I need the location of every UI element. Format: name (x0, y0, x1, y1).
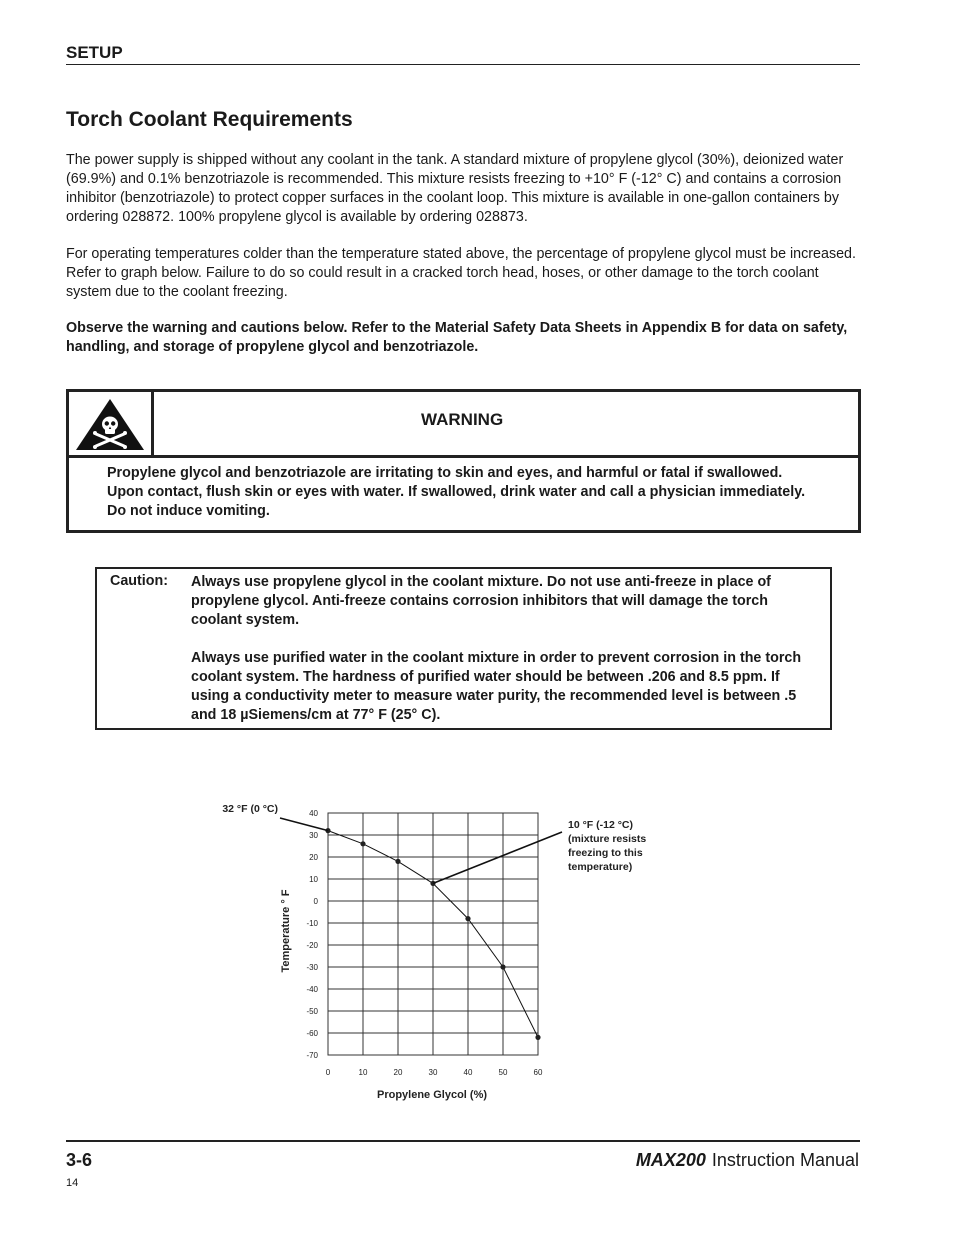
annotation-32f-leader (280, 818, 328, 831)
x-tick-label: 30 (428, 1068, 438, 1077)
x-axis-label: Propylene Glycol (%) (376, 1089, 488, 1101)
x-tick-label: 60 (533, 1068, 543, 1077)
x-tick-label: 40 (463, 1068, 473, 1077)
page-title: Torch Coolant Requirements (66, 108, 353, 131)
y-tick-label: 10 (309, 875, 318, 884)
sheet-number: 14 (66, 1177, 79, 1189)
caution-label: Caution: (110, 573, 168, 589)
footer-rule (66, 1140, 860, 1142)
data-point (465, 916, 470, 921)
intro-paragraph: The power supply is shipped without any coolant in the tank. A standard mixture of propylene glycol (30%), deionized water (69.9%) and 0.1% benzotriazole is recommended. This mixture resists freezing to +10° F (-12° C) and contains a corrosion inhibitor (benzotriazole) to protect copper surfaces in the coolant loop. This mixture is available in one-gallon containers by ordering 028872. 100% propylene glycol is available by ordering 028873. (66, 152, 844, 225)
annotation-32f: 32 °F (0 °C) (222, 803, 278, 815)
x-tick-label: 20 (393, 1068, 403, 1077)
temperature-paragraph: For operating temperatures colder than the temperature stated above, the percentage of propylene glycol must be increased. Refer to graph below. Failure to do so could result in a cracked torch head, hoses, or other damage to the torch coolant system due to the coolant freezing. (66, 246, 856, 300)
manual-title (636, 1150, 859, 1171)
y-tick-label: 30 (309, 831, 318, 840)
y-tick-label: -70 (306, 1051, 318, 1060)
x-tick-label: 10 (358, 1068, 368, 1077)
y-tick-label: -60 (306, 1029, 318, 1038)
data-point (535, 1035, 540, 1040)
y-tick-label: 0 (313, 897, 318, 906)
y-tick-label: -30 (306, 963, 318, 972)
data-point (500, 964, 505, 969)
warning-title: WARNING (421, 410, 504, 429)
y-tick-label: -10 (306, 919, 318, 928)
product-brand: MAX200 (635, 1150, 706, 1170)
caution-text-1: Always use propylene glycol in the coolant mixture. Do not use anti-freeze in place of propylene glycol. Anti-freeze contains corrosion inhibitors that will damage the torch coolant system. (191, 574, 771, 628)
section-label: SETUP (66, 43, 123, 62)
y-tick-label: -50 (306, 1007, 318, 1016)
caution-text-2: Always use purified water in the coolant mixture in order to prevent corrosion in the torch coolant system. The hardness of purified water should be between .206 and 8.5 ppm. If using a conductivity meter to measure water purity, the recommended level is between .5 and 18 µSiemens/cm at 77° F (25° C). (191, 650, 802, 723)
annotation-10f: 10 °F (-12 °C) (mixture resists freezing to this temperature) (568, 819, 650, 873)
x-tick-label: 50 (498, 1068, 508, 1077)
y-tick-label: -40 (306, 985, 318, 994)
page-number: 3-6 (66, 1150, 93, 1170)
y-tick-label: -20 (306, 941, 318, 950)
y-tick-label: 20 (309, 853, 318, 862)
data-point (360, 841, 365, 846)
y-axis-label: Temperature ° F (280, 889, 292, 973)
y-tick-label: 40 (309, 809, 318, 818)
msds-notice: Observe the warning and cautions below. Refer to the Material Safety Data Sheets in Appendix B for data on safety, handling, and storage of propylene glycol and benzotriazole. (66, 320, 848, 355)
data-point (395, 859, 400, 864)
annotation-10f-leader (433, 832, 562, 883)
warning-text: Propylene glycol and benzotriazole are irritating to skin and eyes, and harmful or fatal if swallowed. Upon contact, flush skin or eyes with water. If swallowed, drink water and call a physician immediately. Do not induce vomiting. (107, 465, 806, 519)
manual-label: Instruction Manual (711, 1150, 859, 1170)
x-tick-label: 0 (325, 1068, 331, 1077)
